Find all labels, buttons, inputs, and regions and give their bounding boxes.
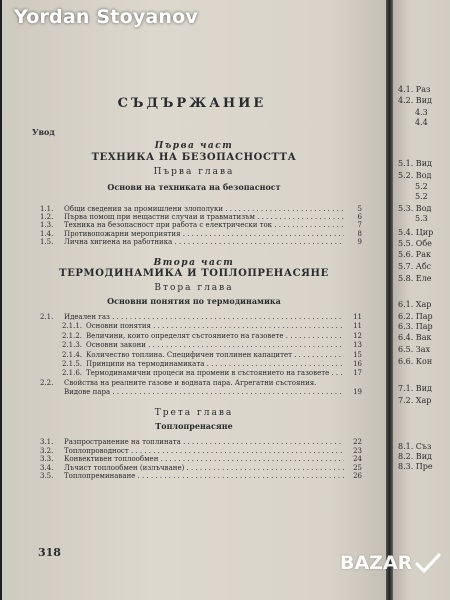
toc-entry-page: 16 bbox=[353, 360, 362, 368]
toc-entry-number: 2.1.4. bbox=[62, 350, 83, 359]
toc-entry-title: Техника на безопасност при работа с електрически ток . . . bbox=[64, 221, 344, 229]
toc-entry-number: 3.1. bbox=[40, 438, 54, 446]
toc-entry-title: Основни понятия . . . bbox=[86, 322, 344, 330]
right-page-entry: 4.1. Раз bbox=[398, 85, 431, 94]
toc-entry bbox=[40, 238, 362, 246]
toc-entry-page: 15 bbox=[353, 350, 362, 359]
chapter3-title: Топлопренасяне bbox=[155, 421, 233, 431]
toc-entry-page: 26 bbox=[353, 472, 362, 481]
toc-entry bbox=[40, 472, 362, 480]
toc-entry-title: Количество топлина. Специфичен топлинен капацитет . . . bbox=[86, 351, 344, 359]
toc-entry-page: 17 bbox=[353, 369, 362, 378]
toc-entry bbox=[40, 221, 362, 229]
toc-entry-number bbox=[40, 388, 64, 396]
page-number: 318 bbox=[38, 546, 61, 559]
right-page-entry: 5.7. Абс bbox=[398, 262, 432, 271]
right-page-entry: 6.5. Зах bbox=[398, 345, 431, 354]
toc-entry bbox=[40, 360, 362, 368]
part2-label: Втора част bbox=[153, 258, 235, 268]
toc-entry-number: 2.1.5. bbox=[62, 360, 83, 368]
toc-entry bbox=[40, 313, 362, 321]
right-page-entry: 6.6. Кон bbox=[398, 357, 433, 366]
toc-entry-title: Топлопроводност . . . bbox=[64, 447, 344, 455]
toc-entry-title: Принципи на термодинамиката . . . bbox=[86, 360, 344, 368]
right-page-entry: 5.5. Обе bbox=[398, 239, 432, 248]
book-right-page bbox=[393, 0, 450, 600]
book-spine bbox=[386, 0, 393, 600]
toc-entry-page: 23 bbox=[353, 446, 362, 455]
right-page-entry: 8.1. Съз bbox=[398, 442, 432, 451]
toc-entry bbox=[40, 205, 362, 213]
toc-entry-page: 24 bbox=[353, 455, 362, 464]
right-page-entry: 6.4. Вак bbox=[398, 333, 432, 342]
right-page-entry: 5.2 bbox=[415, 192, 428, 201]
intro-entry: Увод bbox=[32, 127, 55, 137]
right-page-entry: 4.3 bbox=[415, 108, 428, 117]
toc-entry bbox=[40, 332, 362, 340]
toc-entry bbox=[40, 369, 362, 377]
part1-label: Първа част bbox=[154, 141, 234, 151]
toc-entry-number: 2.1.2. bbox=[62, 331, 83, 340]
toc-entry bbox=[40, 341, 362, 349]
toc-entry bbox=[40, 388, 362, 396]
toc-entry-title: Конвективен топлообмен . . . bbox=[64, 455, 344, 463]
right-page-entry: 6.3. Пар bbox=[398, 322, 433, 331]
toc-entry bbox=[40, 322, 362, 330]
toc-entry-page: 11 bbox=[353, 322, 362, 331]
toc-entry bbox=[40, 438, 362, 446]
right-page-entry: 8.3. Пре bbox=[398, 462, 433, 471]
toc-entry-number: 2.1.1. bbox=[62, 322, 83, 331]
toc-entry-number: 2.1.6. bbox=[62, 369, 83, 378]
right-page-entry: 7.1. Вид bbox=[398, 384, 432, 393]
toc-entry-page: 9 bbox=[357, 237, 362, 246]
toc-entry-page: 11 bbox=[353, 313, 362, 321]
right-page-entry: 5.6. Рак bbox=[398, 250, 431, 259]
toc-entry bbox=[40, 230, 362, 238]
toc-entry-title: Лична хигиена на работника . . . bbox=[64, 238, 344, 246]
right-page-entry: 5.8. Еле bbox=[398, 274, 432, 283]
toc-entry-number: 2.2. bbox=[40, 378, 54, 387]
toc-entry-page: 25 bbox=[353, 463, 362, 472]
toc-entry-title: Разпространение на топлината . . . bbox=[64, 438, 344, 446]
part2-title: ТЕРМОДИНАМИКА И ТОПЛОПРЕНАСЯНЕ bbox=[59, 268, 329, 279]
toc-entry-page bbox=[344, 379, 362, 387]
toc-entry-title: Първа помощ при нещастни случаи и травматизъм . . . bbox=[64, 213, 344, 221]
toc-entry-title: Видове пара . . . bbox=[64, 388, 344, 396]
right-page-entry: 5.3. Вод bbox=[398, 204, 432, 213]
right-page-entry: 5.3 bbox=[415, 214, 428, 223]
right-page-entry: 6.1. Хар bbox=[398, 300, 432, 309]
chapter3-label: Трета глава bbox=[154, 408, 234, 418]
toc-entry-title: Лъчист топлообмен (излъчване) . . . bbox=[64, 464, 344, 472]
watermark-text: Yordan Stoyanov bbox=[14, 6, 198, 28]
toc-entry-number: 3.2. bbox=[40, 446, 54, 455]
right-page-entry: 5.2. Вод bbox=[398, 171, 432, 180]
toc-entry-title: Противопожарни мероприятия . . . bbox=[64, 230, 344, 238]
toc-entry bbox=[40, 464, 362, 472]
toc-entry-page: 7 bbox=[357, 221, 362, 230]
toc-entry bbox=[40, 455, 362, 463]
right-page-entry: 5.1. Вид bbox=[398, 159, 432, 168]
book-left-page bbox=[2, 0, 386, 600]
toc-entry-number: 3.5. bbox=[40, 472, 54, 481]
toc-entry bbox=[40, 379, 362, 387]
toc-entry-page: 6 bbox=[357, 213, 362, 222]
toc-entry-page: 8 bbox=[357, 229, 362, 238]
toc-entry-title: Свойства на реалните газове и водната пара. Агрегатни състояния. bbox=[64, 378, 317, 387]
toc-entry-number: 2.1.3. bbox=[62, 341, 83, 350]
chapter2-title: Основни понятия по термодинамика bbox=[107, 296, 281, 306]
right-page-entry: 4.2. Вид bbox=[398, 96, 432, 105]
toc-entry-number: 1.3. bbox=[40, 221, 54, 230]
right-page-entry: 4.4 bbox=[415, 118, 428, 127]
toc-entry-page: 5 bbox=[357, 205, 362, 213]
toc-entry-number: 1.2. bbox=[40, 213, 54, 222]
toc-entry-title: Основни закони . . . bbox=[86, 341, 344, 349]
bazar-logo bbox=[340, 552, 441, 574]
chapter2-label: Втора глава bbox=[154, 283, 234, 293]
toc-entry-title: Величини, които определят състоянието на газовете . . . bbox=[86, 332, 344, 340]
toc-entry-number: 3.4. bbox=[40, 463, 54, 472]
checkmark-icon bbox=[415, 552, 441, 574]
right-page-entry: 7.2. Хар bbox=[398, 396, 432, 405]
toc-entry-title: Общи сведения за промишлени злополуки . . . bbox=[64, 205, 344, 213]
toc-entry-number: 3.3. bbox=[40, 455, 54, 464]
logo-text: BAZAR bbox=[340, 552, 413, 574]
toc-entry-page: 19 bbox=[353, 388, 362, 397]
toc-entry-page: 12 bbox=[353, 331, 362, 340]
chapter1-title: Основи на техниката на безопасност bbox=[107, 182, 281, 192]
toc-entry-title: Термодинамични процеси на промени в състоянието на газовете . . . bbox=[86, 369, 344, 377]
toc-entry-number: 1.5. bbox=[40, 237, 54, 246]
toc-entry-number: 2.1. bbox=[40, 313, 54, 321]
right-page-entry: 5.4. Цир bbox=[398, 228, 434, 237]
toc-entry-number: 1.1. bbox=[40, 205, 54, 213]
toc-entry-title: Топлопреминаване . . . bbox=[64, 472, 344, 480]
toc-entry bbox=[40, 447, 362, 455]
right-page-entry: 8.2. Вид bbox=[398, 452, 432, 461]
page-title: СЪДЪРЖАНИЕ bbox=[117, 96, 267, 111]
toc-entry bbox=[40, 351, 362, 359]
part1-title: ТЕХНИКА НА БЕЗОПАСНОСТТА bbox=[91, 152, 297, 163]
toc-entry-title: Идеален газ . . . bbox=[64, 313, 344, 321]
toc-entry bbox=[40, 213, 362, 221]
right-page-entry: 5.2 bbox=[415, 182, 428, 191]
toc-entry-page: 22 bbox=[353, 438, 362, 446]
chapter1-label: Първа глава bbox=[153, 167, 235, 177]
toc-entry-page: 13 bbox=[353, 341, 362, 350]
right-page-entry: 6.2. Пар bbox=[398, 312, 433, 321]
toc-entry-number: 1.4. bbox=[40, 229, 54, 238]
